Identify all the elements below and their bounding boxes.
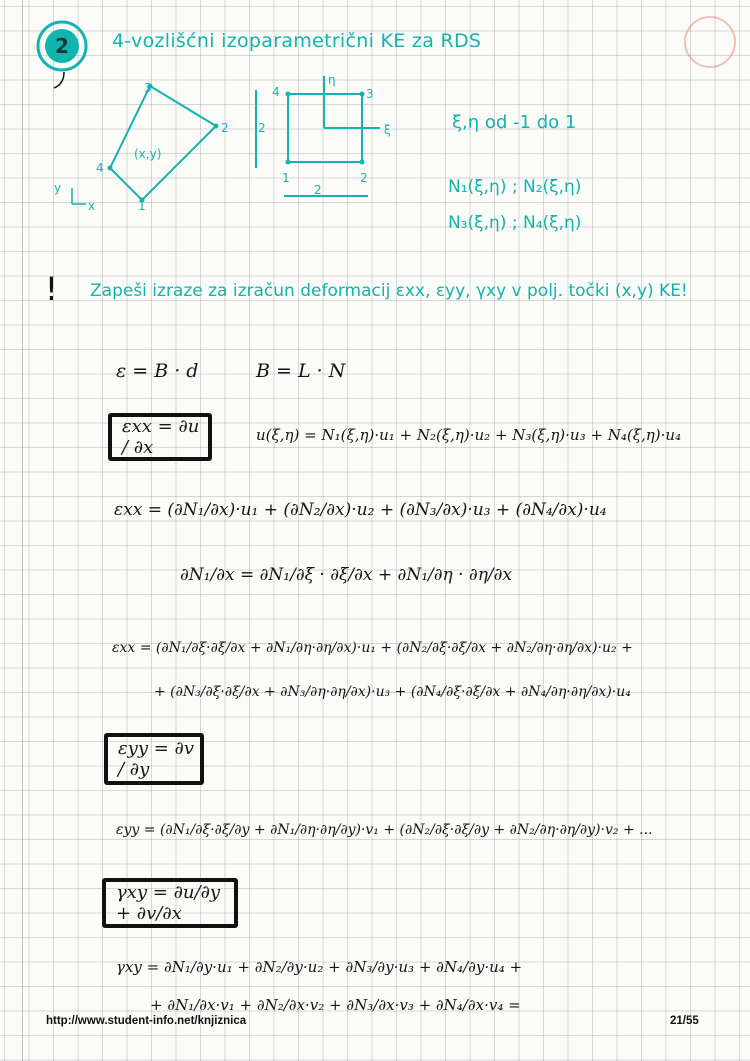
eq-displacement-u: u(ξ,η) = N₁(ξ,η)·u₁ + N₂(ξ,η)·u₂ + N₃(ξ,η)·u₃ + N₄(ξ,η)·u₄: [256, 426, 682, 444]
axis-y-label: y: [54, 181, 62, 195]
square-node-1: 1: [282, 171, 290, 185]
page-title: 4-vozlišćni izoparametrični KE za RDS: [112, 30, 482, 52]
footer-url: http://www.student-info.net/knjiznica: [46, 1015, 247, 1027]
quad-node-2: 2: [221, 121, 229, 135]
exclamation-mark: !: [45, 270, 58, 308]
eq-exx-full-line1: εxx = (∂N₁/∂ξ·∂ξ/∂x + ∂N₁/∂η·∂η/∂x)·u₁ + (∂N₂/∂ξ·∂ξ/∂x + ∂N₂/∂η·∂η/∂x)·u₂ +: [112, 640, 633, 656]
eq-gxy-line2: + ∂N₁/∂x·v₁ + ∂N₂/∂x·v₂ + ∂N₃/∂x·v₃ + ∂N₄/∂x·v₄ =: [150, 996, 521, 1014]
box-gamma-xy: γxy = ∂u/∂y + ∂v/∂x: [102, 878, 238, 928]
element-diagram: [50, 76, 450, 226]
stamp-mark: [684, 16, 736, 68]
eq-gxy-line1: γxy = ∂N₁/∂y·u₁ + ∂N₂/∂y·u₂ + ∂N₃/∂y·u₃ + ∂N₄/∂y·u₄ +: [116, 958, 523, 976]
quad-element: [110, 86, 216, 200]
eq-chain-rule: ∂N₁/∂x = ∂N₁/∂ξ · ∂ξ/∂x + ∂N₁/∂η · ∂η/∂x: [180, 565, 512, 585]
box-epsilon-xx: εxx = ∂u / ∂x: [108, 413, 212, 461]
shape-functions-2: N₃(ξ,η) ; N₄(ξ,η): [448, 213, 582, 233]
xy-axes-icon: [72, 188, 86, 204]
xi-axis-label: ξ: [384, 123, 391, 137]
quad-nodes: [108, 84, 219, 203]
footer-page-count: 21/55: [670, 1015, 699, 1027]
quad-node-1: 1: [138, 199, 146, 213]
axis-x-label: x: [88, 199, 96, 213]
square-node-3: 3: [366, 87, 374, 101]
dim-height-label: 2: [258, 121, 266, 135]
eq-eyy-full: εyy = (∂N₁/∂ξ·∂ξ/∂y + ∂N₁/∂η·∂η/∂y)·v₁ + (∂N₂/∂ξ·∂ξ/∂y + ∂N₂/∂η·∂η/∂y)·v₂ + ...: [116, 822, 653, 838]
coordinate-range: ξ,η od -1 do 1: [452, 112, 577, 133]
page-badge-number: 2: [55, 34, 69, 58]
eq-exx-full-line2: + (∂N₃/∂ξ·∂ξ/∂x + ∂N₃/∂η·∂η/∂x)·u₃ + (∂N₄/∂ξ·∂ξ/∂x + ∂N₄/∂η·∂η/∂x)·u₄: [154, 684, 631, 700]
task-heading: Zapeši izraze za izračun deformacij εxx, εyy, γxy v polj. točki (x,y) KE!: [90, 281, 688, 301]
box-epsilon-yy: εyy = ∂v / ∂y: [104, 733, 204, 785]
eta-axis-label: η: [328, 76, 336, 87]
shape-functions-1: N₁(ξ,η) ; N₂(ξ,η): [448, 177, 582, 197]
quad-node-4: 4: [96, 161, 104, 175]
square-node-4: 4: [272, 85, 280, 99]
eq-strain-vector: ε = B · d: [116, 360, 199, 382]
margin-line: [22, 0, 23, 1061]
eq-b-matrix: B = L · N: [256, 360, 346, 382]
quad-node-3: 3: [144, 81, 152, 95]
dim-width-label: 2: [314, 183, 322, 197]
eq-exx-expanded: εxx = (∂N₁/∂x)·u₁ + (∂N₂/∂x)·u₂ + (∂N₃/∂x)·u₃ + (∂N₄/∂x)·u₄: [114, 500, 607, 520]
square-node-2: 2: [360, 171, 368, 185]
quad-center-label: (x,y): [134, 147, 162, 161]
